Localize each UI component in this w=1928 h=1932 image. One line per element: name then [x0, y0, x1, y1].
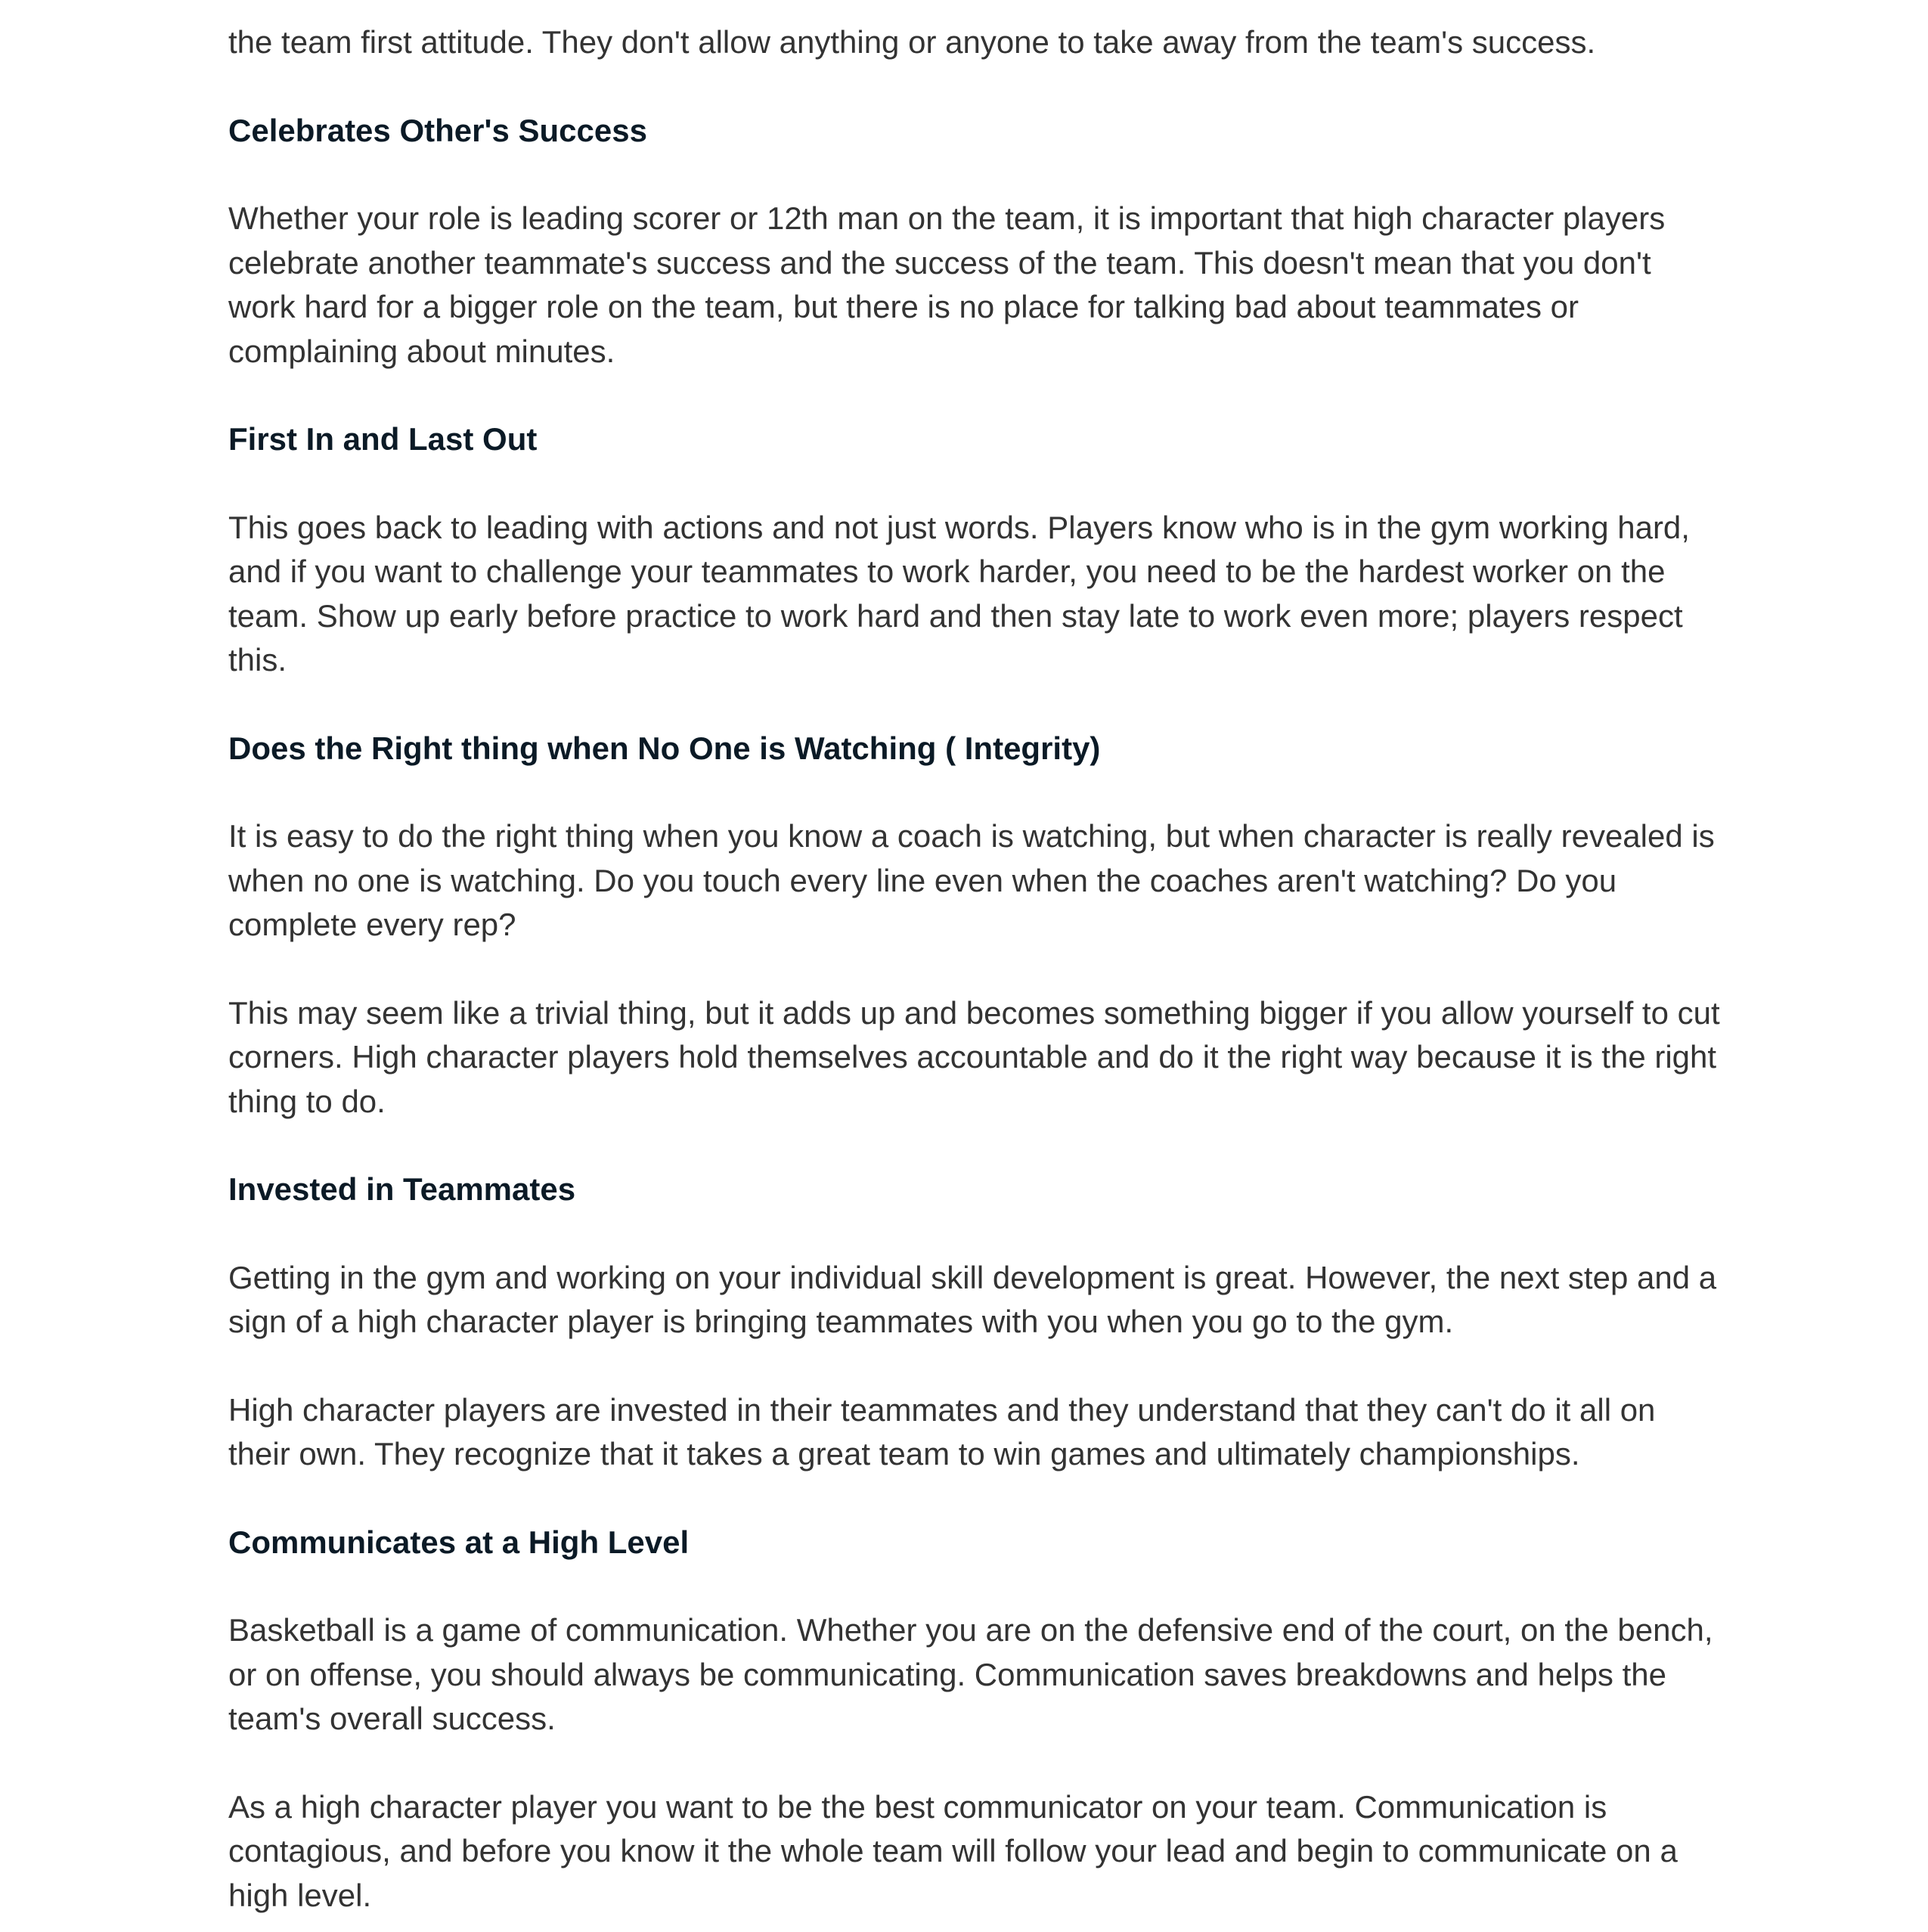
section-paragraph: As a high character player you want to be the best communicator on your team. Communication is contagious, and before you know it the whole team will follow your lead and begin to communicate on a high level.: [228, 1788, 1678, 1913]
section-heading-celebrates: Celebrates Other's Success: [228, 112, 647, 148]
section-heading-integrity: Does the Right thing when No One is Watching ( Integrity): [228, 730, 1101, 766]
section-heading-invested: Invested in Teammates: [228, 1171, 576, 1207]
section-paragraph: Getting in the gym and working on your individual skill development is great. However, the next step and a sign of a high character player is bringing teammates with you when you go to the gym.: [228, 1259, 1717, 1339]
section-paragraph: This goes back to leading with actions and not just words. Players know who is in the gym working hard, and if you want to challenge your teammates to work harder, you need to be the hardest worker on the team. Show up early before practice to work hard and then stay late to work even more; players respect this.: [228, 509, 1690, 678]
section-paragraph: High character players are invested in their teammates and they understand that they can't do it all on their own. They recognize that it takes a great team to win games and ultimately championships.: [228, 1391, 1656, 1471]
intro-paragraph: the team first attitude. They don't allow anything or anyone to take away from the team's success.: [228, 24, 1596, 60]
article-body: [228, 20, 1725, 1918]
section-paragraph: This may seem like a trivial thing, but it adds up and becomes something bigger if you allow yourself to cut corners. High character players hold themselves accountable and do it the right way because it is the right thing to do.: [228, 994, 1720, 1119]
section-paragraph: It is easy to do the right thing when you know a coach is watching, but when character is really revealed is when no one is watching. Do you touch every line even when the coaches aren't watching? Do you complete every rep?: [228, 818, 1715, 942]
section-heading-first-in: First In and Last Out: [228, 421, 538, 457]
section-paragraph: Basketball is a game of communication. Whether you are on the defensive end of the court, on the bench, or on offense, you should always be communicating. Communication saves breakdowns and helps the team's overall success.: [228, 1612, 1713, 1736]
section-heading-communicates: Communicates at a High Level: [228, 1524, 690, 1560]
section-paragraph: Whether your role is leading scorer or 12th man on the team, it is important that high character players celebrate another teammate's success and the success of the team. This doesn't mean that you don't work hard for a bigger role on the team, but there is no place for talking bad about teammates or complaining about minutes.: [228, 200, 1666, 369]
